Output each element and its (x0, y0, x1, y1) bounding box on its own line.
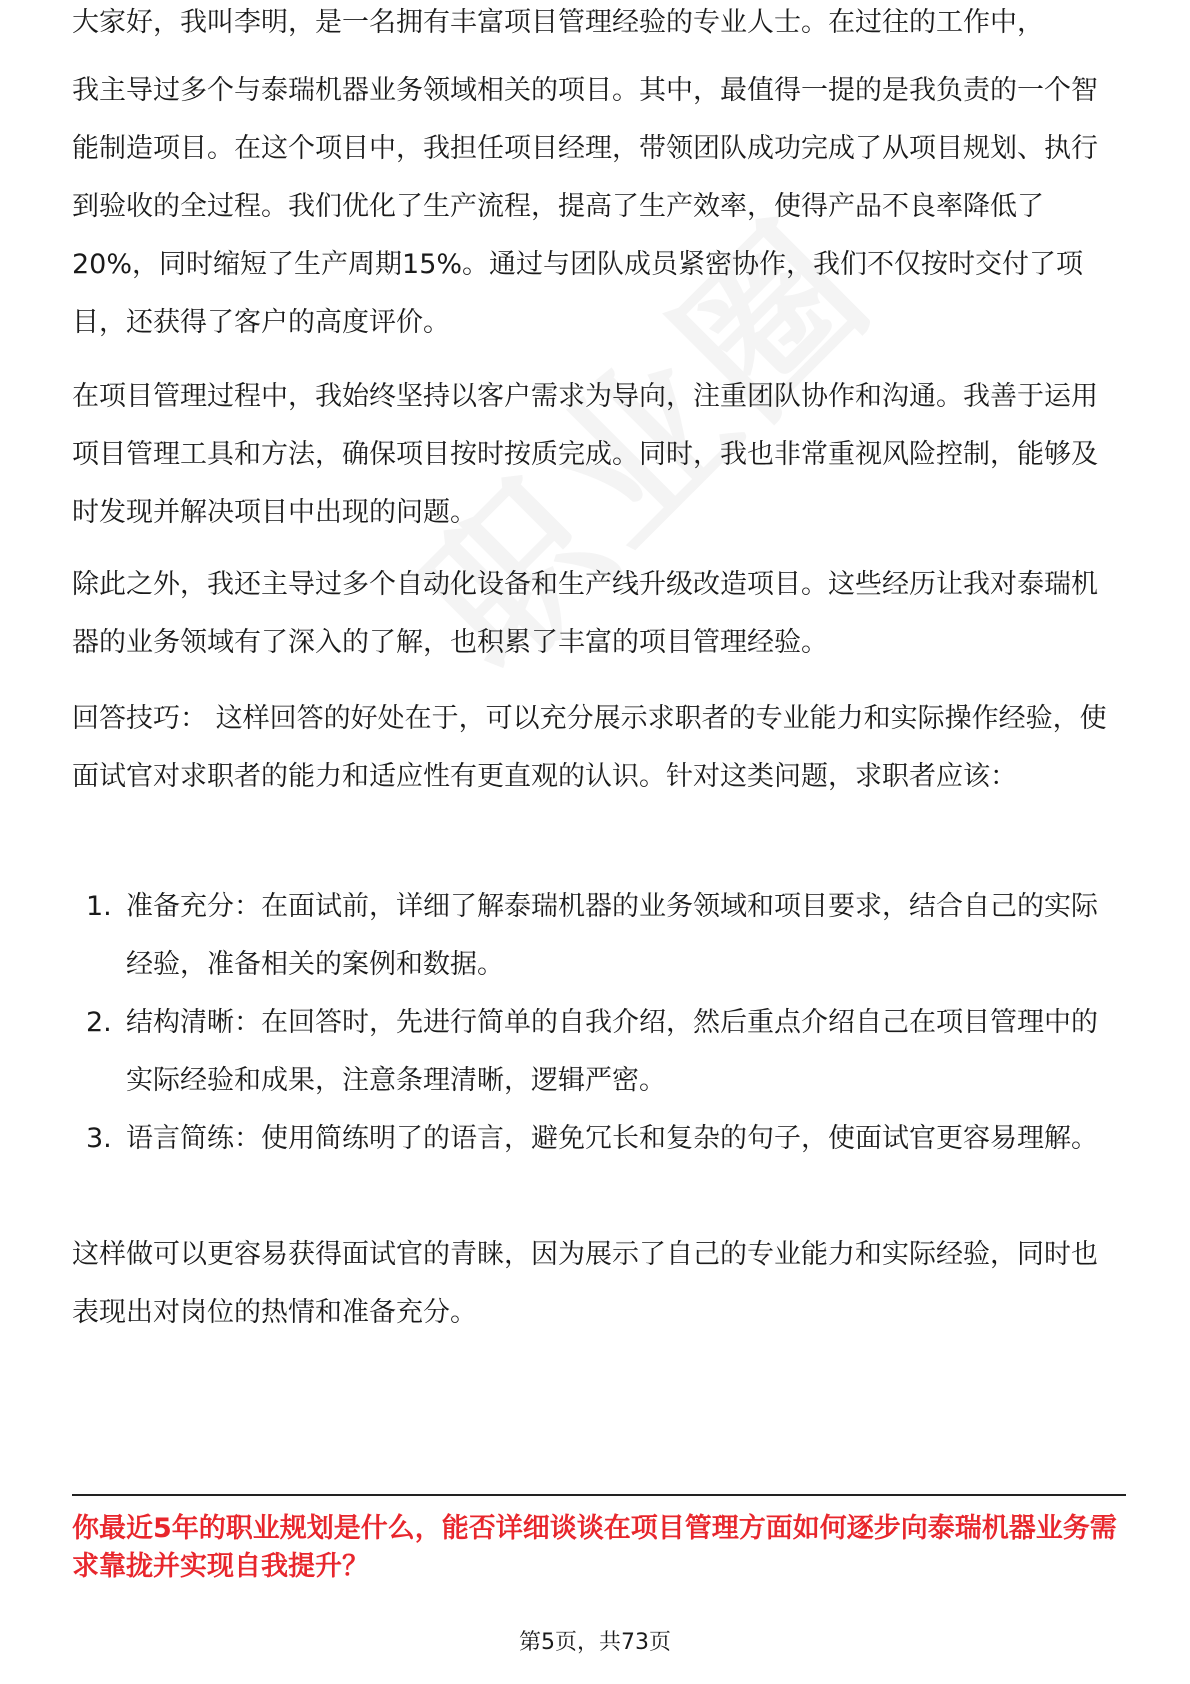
list-item (72, 1110, 1122, 1168)
list-text: 结构清晰：在回答时，先进行简单的自我介绍，然后重点介绍自己在项目管理中的实际经验和成果，注意条理清晰，逻辑严密。 (126, 1007, 1098, 1096)
page-number-footer: 第5页，共73页 (519, 1630, 671, 1655)
paragraph-answer-tips: 回答技巧： 这样回答的好处在于，可以充分展示求职者的专业能力和实际操作经验，使面试官对求职者的能力和适应性有更直观的认识。针对这类问题，求职者应该： (72, 703, 1107, 792)
cut-off-text: 大家好，我叫李明，是一名拥有丰富项目管理经验的专业人士。在过往的工作中， (72, 7, 1044, 38)
list-text: 语言简练：使用简练明了的语言，避免冗长和复杂的句子，使面试官更容易理解。 (126, 1123, 1098, 1154)
paragraph-management-approach: 在项目管理过程中，我始终坚持以客户需求为导向，注重团队协作和沟通。我善于运用项目管理工具和方法，确保项目按时按质完成。同时，我也非常重视风险控制，能够及时发现并解决项目中出现的问题。 (72, 381, 1098, 528)
paragraph-closing: 这样做可以更容易获得面试官的青睐，因为展示了自己的专业能力和实际经验，同时也表现出对岗位的热情和准备充分。 (72, 1239, 1098, 1328)
list-item (72, 878, 1122, 994)
list-number: 1. (86, 891, 112, 922)
list-number: 2. (86, 1007, 112, 1038)
paragraph-additional-projects: 除此之外，我还主导过多个自动化设备和生产线升级改造项目。这些经历让我对泰瑞机器的业务领域有了深入的了解，也积累了丰富的项目管理经验。 (72, 569, 1098, 658)
list-number: 3. (86, 1123, 112, 1154)
section-divider (72, 1494, 1126, 1496)
next-question-heading: 你最近5年的职业规划是什么，能否详细谈谈在项目管理方面如何逐步向泰瑞机器业务需求靠拢并实现自我提升？ (72, 1513, 1117, 1582)
list-text: 准备充分：在面试前，详细了解泰瑞机器的业务领域和项目要求，结合自己的实际经验，准备相关的案例和数据。 (126, 891, 1098, 980)
list-item (72, 994, 1122, 1110)
cut-off-text-line (72, 7, 1122, 64)
tips-list (72, 878, 1122, 1168)
paragraph-project-experience: 我主导过多个与泰瑞机器业务领域相关的项目。其中，最值得一提的是我负责的一个智能制造项目。在这个项目中，我担任项目经理，带领团队成功完成了从项目规划、执行到验收的全过程。我们优化了生产流程，提高了生产效率，使得产品不良率降低了20%，同时缩短了生产周期15%。通过与团队成员紧密协作，我们不仅按时交付了项目，还获得了客户的高度评价。 (72, 75, 1098, 338)
